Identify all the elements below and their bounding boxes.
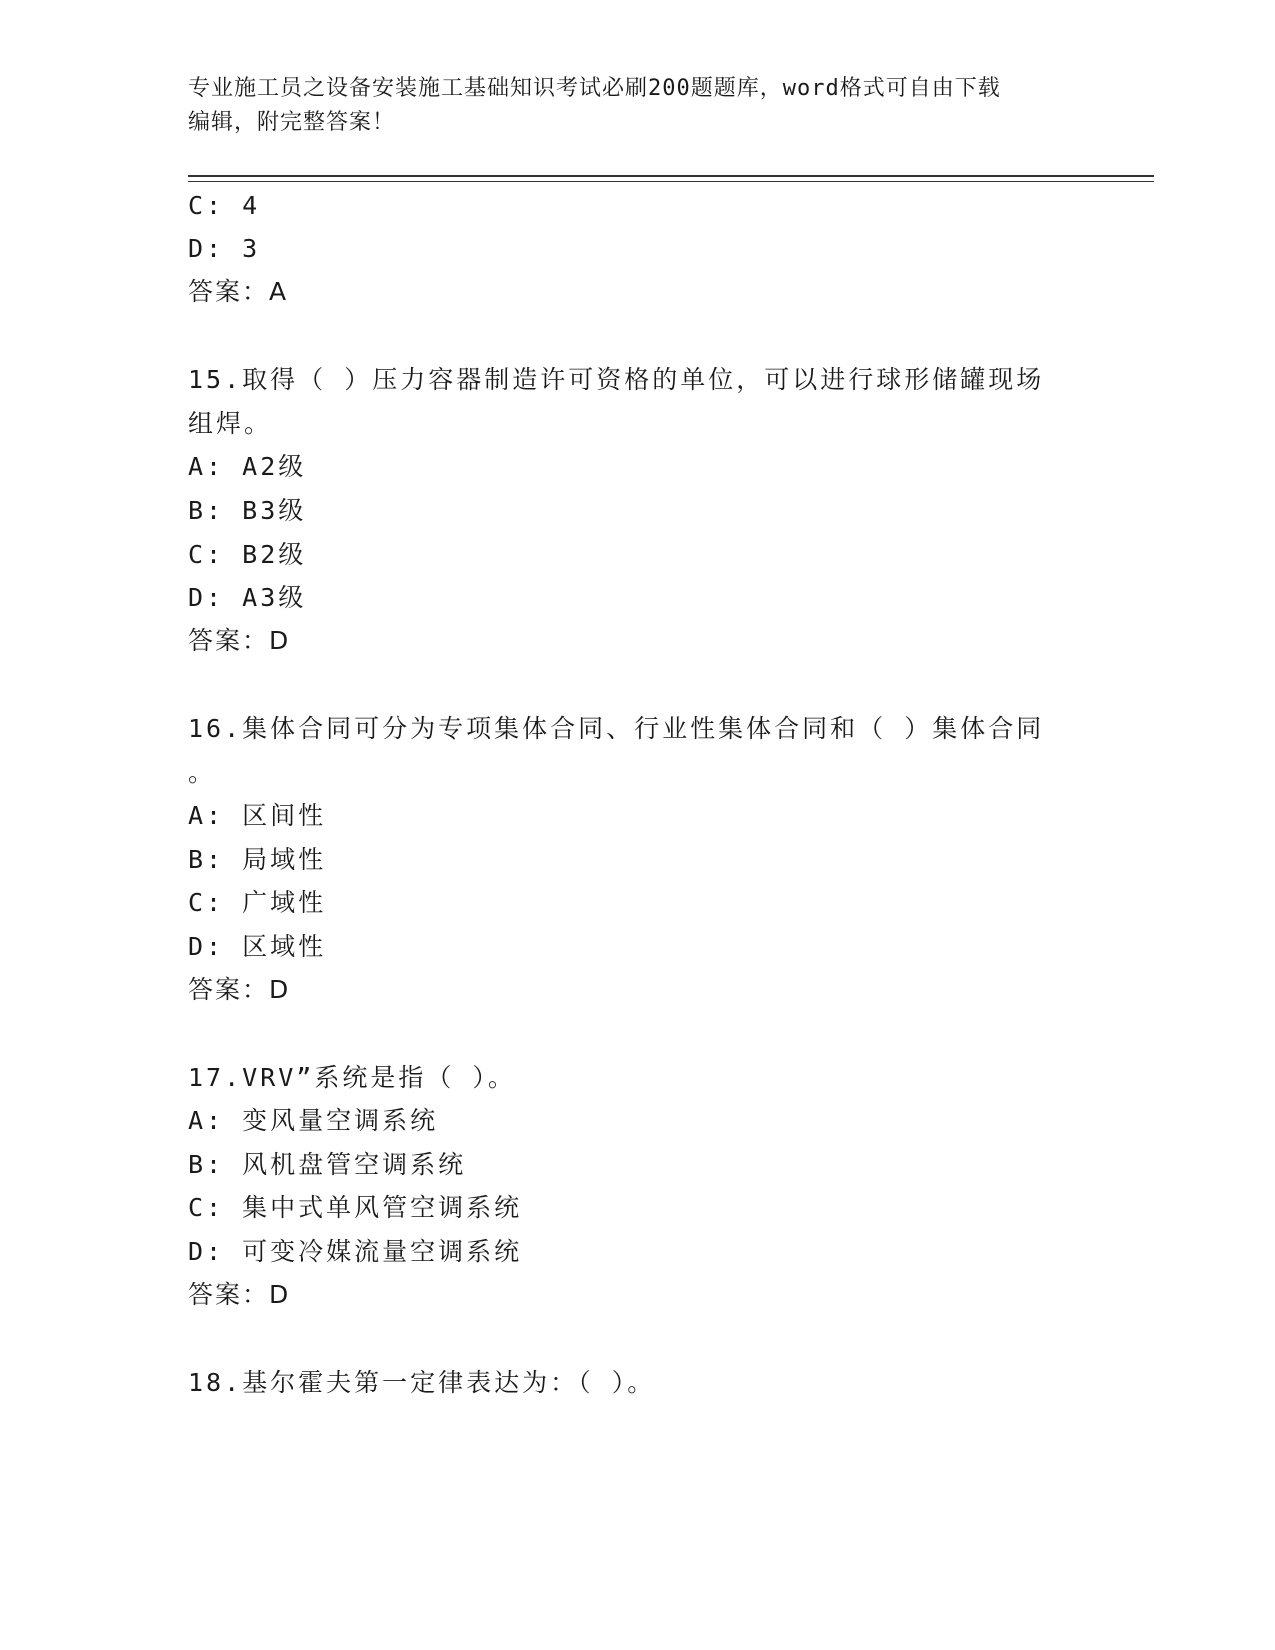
q14-option-d: D: 3 bbox=[188, 234, 261, 263]
q14-option-c: C: 4 bbox=[188, 191, 261, 220]
q17-answer: 答案：D bbox=[188, 1280, 291, 1309]
q17-option-a: A: 变风量空调系统 bbox=[188, 1106, 439, 1135]
q16-option-b: B: 局域性 bbox=[188, 845, 327, 874]
q15-option-d: D: A3级 bbox=[188, 583, 307, 612]
q16-option-d: D: 区域性 bbox=[188, 932, 327, 961]
q17-option-d: D: 可变冷媒流量空调系统 bbox=[188, 1237, 523, 1266]
q16-answer: 答案：D bbox=[188, 975, 291, 1004]
document-header bbox=[188, 72, 1088, 140]
header-title-line-1: 专业施工员之设备安装施工基础知识考试必刷200题题库，word格式可自由下载 bbox=[188, 76, 1001, 101]
q15-stem-line-2: 组焊。 bbox=[188, 409, 273, 438]
q16-option-a: A: 区间性 bbox=[188, 801, 327, 830]
q15-stem-line-1: 15.取得（ ）压力容器制造许可资格的单位，可以进行球形储罐现场 bbox=[188, 365, 1045, 394]
q18-stem-line-1: 18.基尔霍夫第一定律表达为：（ ）。 bbox=[188, 1368, 656, 1397]
q15-option-b: B: B3级 bbox=[188, 496, 307, 525]
q17-option-c: C: 集中式单风管空调系统 bbox=[188, 1193, 523, 1222]
header-divider-thick bbox=[188, 175, 1154, 177]
q15-option-c: C: B2级 bbox=[188, 540, 307, 569]
q16-stem-line-2: 。 bbox=[188, 758, 217, 787]
q15-answer: 答案：D bbox=[188, 626, 291, 655]
q16-option-c: C: 广域性 bbox=[188, 888, 327, 917]
q17-stem-line-1: 17.VRV”系统是指（ ）。 bbox=[188, 1063, 516, 1092]
q15-option-a: A: A2级 bbox=[188, 452, 307, 481]
header-divider-thin bbox=[188, 181, 1154, 182]
header-title-line-2: 编辑，附完整答案！ bbox=[188, 110, 396, 135]
q14-answer: 答案：A bbox=[188, 277, 289, 306]
q17-option-b: B: 风机盘管空调系统 bbox=[188, 1150, 467, 1179]
q16-stem-line-1: 16.集体合同可分为专项集体合同、行业性集体合同和（ ）集体合同 bbox=[188, 714, 1045, 743]
